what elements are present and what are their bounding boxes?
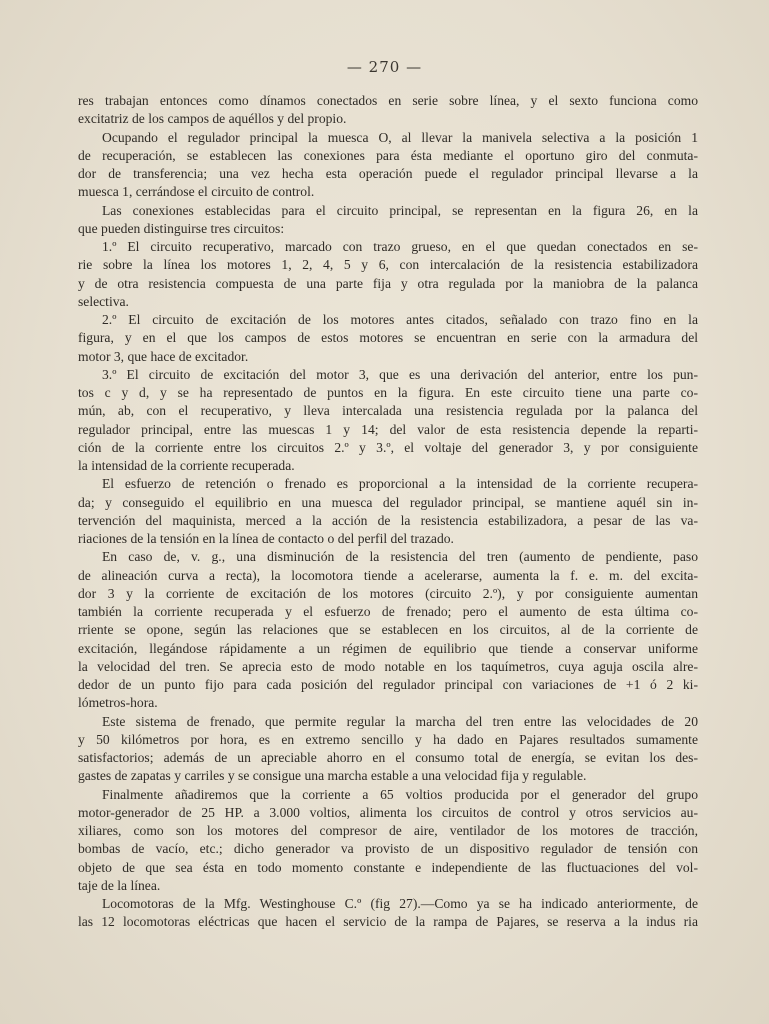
text-line: la intensidad de la corriente recuperada. bbox=[78, 458, 295, 473]
text-line: rie sobre la línea los motores 1, 2, 4, 5 y 6, con intercalación de la resistencia estabilizadora bbox=[78, 257, 698, 273]
page-number: — 270 — bbox=[346, 58, 423, 76]
text-line: bombas de vacío, etc.; dicho generador va provisto de un dispositivo regulador de tensión con bbox=[78, 841, 698, 857]
text-line: dor de transferencia; una vez hecha esta operación puede el regulador principal llevarse a la bbox=[78, 166, 698, 181]
text-line: riaciones de la tensión en la línea de contacto o del perfil del trazado. bbox=[78, 531, 454, 546]
text-line: El esfuerzo de retención o frenado es proporcional a la intensidad de la corriente recupera- bbox=[102, 476, 698, 492]
text-line: la velocidad del tren. Se aprecia esto de modo notable en los taquímetros, cuya aguja oscila alre- bbox=[78, 658, 698, 674]
body-text bbox=[78, 92, 698, 932]
text-line: muesca 1, cerrándose el circuito de control. bbox=[78, 184, 315, 200]
text-line: mún, ab, con el recuperativo, y lleva intercalada una resistencia regulada por la palanca del bbox=[78, 403, 698, 419]
text-line: excitación, llegándose rápidamente a un régimen de equilibrio que tiende a conservar uniforme bbox=[78, 640, 698, 656]
text-line: Locomotoras de la Mfg. Westinghouse C.º (fig 27).—Como ya se ha indicado anteriormente, de bbox=[102, 896, 698, 911]
text-line: motor-generador de 25 HP. a 3.000 voltios, alimenta los circuitos de control y otros servicios au- bbox=[78, 804, 698, 820]
text-line: taje de la línea. bbox=[78, 877, 161, 893]
text-line: ción de la corriente entre los circuitos 2.º y 3.º, el voltaje del generador 3, y por consiguiente bbox=[78, 439, 698, 455]
text-line: y de otra resistencia compuesta de una parte fija y otra regulada por la maniobra de la palanca bbox=[78, 275, 698, 291]
text-line: de recuperación, se establecen las conexiones para ésta mediante el oportuno giro del conmuta- bbox=[78, 147, 698, 163]
text-line: 1.º El circuito recuperativo, marcado con trazo grueso, en el que quedan conectados en se- bbox=[102, 239, 698, 254]
text-line: xiliares, como son los motores del compresor de aire, ventilador de los motores de tracción, bbox=[78, 823, 698, 838]
text-line: tos c y d, y se ha representado de puntos en la figura. En este circuito tiene una parte co- bbox=[78, 385, 698, 400]
text-line: figura, y en el que los campos de estos motores se encuentran en serie con la armadura del bbox=[78, 330, 698, 346]
text-line: las 12 locomotoras eléctricas que hacen el servicio de la rampa de Pajares, se reserva a la indus ria bbox=[78, 914, 698, 930]
text-line: Las conexiones establecidas para el circuito principal, se representan en la figura 26, en la bbox=[102, 202, 698, 218]
text-line: da; y conseguido el equilibrio en una muesca del regulador principal, se mantiene aquél sin in- bbox=[78, 494, 698, 510]
text-line: también la corriente recuperada y el esfuerzo de frenado; pero el aumento de esta última co- bbox=[78, 604, 698, 619]
text-line: de alineación curva a recta), la locomotora tiende a acelerarse, aumenta la f. e. m. del excita- bbox=[78, 567, 698, 583]
text-line: En caso de, v. g., una disminución de la resistencia del tren (aumento de pendiente, paso bbox=[102, 549, 698, 565]
text-line: Ocupando el regulador principal la muesca O, al llevar la manivela selectiva a la posición 1 bbox=[102, 129, 698, 145]
text-line: y 50 kilómetros por hora, es en extremo sencillo y ha dado en Pajares resultados sumamente bbox=[78, 731, 698, 747]
text-line: que pueden distinguirse tres circuitos: bbox=[78, 220, 285, 236]
text-line: dor 3 y la corriente de excitación de los motores (circuito 2.º), y por consiguiente aumentan bbox=[78, 585, 698, 601]
text-line: regulador principal, entre las muescas 1 y 14; del valor de esta resistencia depende la reparti- bbox=[78, 421, 698, 437]
text-line: 2.º El circuito de excitación de los motores antes citados, señalado con trazo fino en la bbox=[102, 312, 698, 327]
text-line: rriente se opone, según las relaciones que se establecen en los circuitos, al de la corriente de bbox=[78, 622, 698, 638]
text-line: satisfactorios; además de un apreciable ahorro en el consumo total de energía, se evitan los des- bbox=[78, 750, 698, 765]
text-line: 3.º El circuito de excitación del motor 3, que es una derivación del anterior, entre los pun- bbox=[102, 366, 698, 382]
text-line: excitatriz de los campos de aquéllos y del propio. bbox=[78, 111, 347, 127]
text-line: gastes de zapatas y carriles y se consigue una marcha estable a una velocidad fija y regulable. bbox=[78, 768, 587, 784]
text-line: Este sistema de frenado, que permite regular la marcha del tren entre las velocidades de 20 bbox=[102, 713, 698, 729]
text-line: res trabajan entonces como dínamos conectados en serie sobre línea, y el sexto funciona como bbox=[78, 93, 698, 108]
text-line: objeto de que sea ésta en todo momento constante e independiente de las fluctuaciones del vol- bbox=[78, 859, 698, 875]
text-line: lómetros-hora. bbox=[78, 695, 158, 711]
text-line: selectiva. bbox=[78, 293, 129, 309]
text-line: tervención del maquinista, merced a la acción de la resistencia estabilizadora, a pesar de las va- bbox=[78, 512, 698, 528]
text-line: motor 3, que hace de excitador. bbox=[78, 348, 249, 364]
text-line: Finalmente añadiremos que la corriente a 65 voltios producida por el generador del grupo bbox=[102, 786, 698, 802]
text-line: dedor de un punto fijo para cada posición del regulador principal con variaciones de +1 ó 2 ki- bbox=[78, 677, 698, 692]
